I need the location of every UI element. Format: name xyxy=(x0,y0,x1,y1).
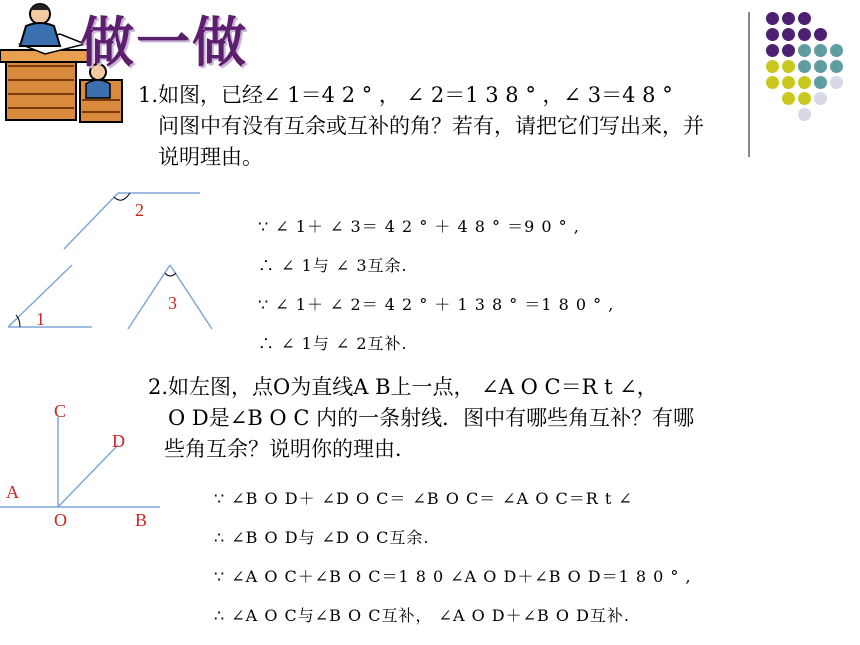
solution-1 xyxy=(258,214,614,370)
angle-2-figure xyxy=(64,193,200,249)
point-label-C: C xyxy=(54,401,67,421)
question-1-line-3: 说明理由。 xyxy=(158,145,263,169)
angle-1-figure xyxy=(8,265,92,327)
angle-label-2: 2 xyxy=(135,200,144,220)
point-label-D: D xyxy=(112,431,125,451)
solution-2 xyxy=(214,486,692,642)
angle-label-3: 3 xyxy=(168,293,177,313)
point-label-A: A xyxy=(6,482,19,502)
line-ab-figure xyxy=(0,395,160,525)
question-2-line-3: 些角互余？说明你的理由． xyxy=(164,437,416,461)
point-label-O: O xyxy=(54,510,67,530)
solution-2-line: ∵ ∠A O C＋∠B O C＝1 8 0 ∠A O D＋∠B O D＝1 8 0 ° , xyxy=(214,567,692,586)
question-2-line-2: O D是∠B O C 内的一条射线．图中有哪些角互补？有哪 xyxy=(168,406,695,430)
angle-label-1: 1 xyxy=(36,309,45,329)
page-title: 做一做 xyxy=(80,11,248,74)
question-2 xyxy=(148,372,860,465)
solution-1-line: ∵ ∠ 1＋ ∠ 2＝ 4 2 ° ＋ 1 3 8 ° ＝1 8 0 ° , xyxy=(258,295,615,314)
solution-2-line: ∴ ∠B O D与 ∠D O C互余. xyxy=(214,528,430,547)
question-2-line-1: 2.如左图，点O为直线A B上一点， ∠A O C＝R t ∠， xyxy=(148,375,658,399)
solution-1-line: ∴ ∠ 1与 ∠ 3互余. xyxy=(258,256,408,275)
solution-2-line: ∴ ∠A O C与∠B O C互补， ∠A O D＋∠B O D互补. xyxy=(214,606,630,625)
question-1 xyxy=(138,80,860,173)
solution-2-line: ∵ ∠B O D＋ ∠D O C＝ ∠B O C＝ ∠A O C＝R t ∠ xyxy=(214,489,633,508)
solution-1-line: ∵ ∠ 1＋ ∠ 3＝ 4 2 ° ＋ 4 8 ° ＝9 0 ° , xyxy=(258,217,580,236)
point-label-B: B xyxy=(135,510,148,530)
question-1-line-1: 1.如图，已经∠ 1＝4 2 ° ， ∠ 2＝1 3 8 ° ，∠ 3＝4 8 ° xyxy=(138,83,673,107)
solution-1-line: ∴ ∠ 1与 ∠ 2互补. xyxy=(258,334,408,353)
question-1-line-2: 问图中有没有互余或互补的角？若有，请把它们写出来，并 xyxy=(158,114,704,138)
